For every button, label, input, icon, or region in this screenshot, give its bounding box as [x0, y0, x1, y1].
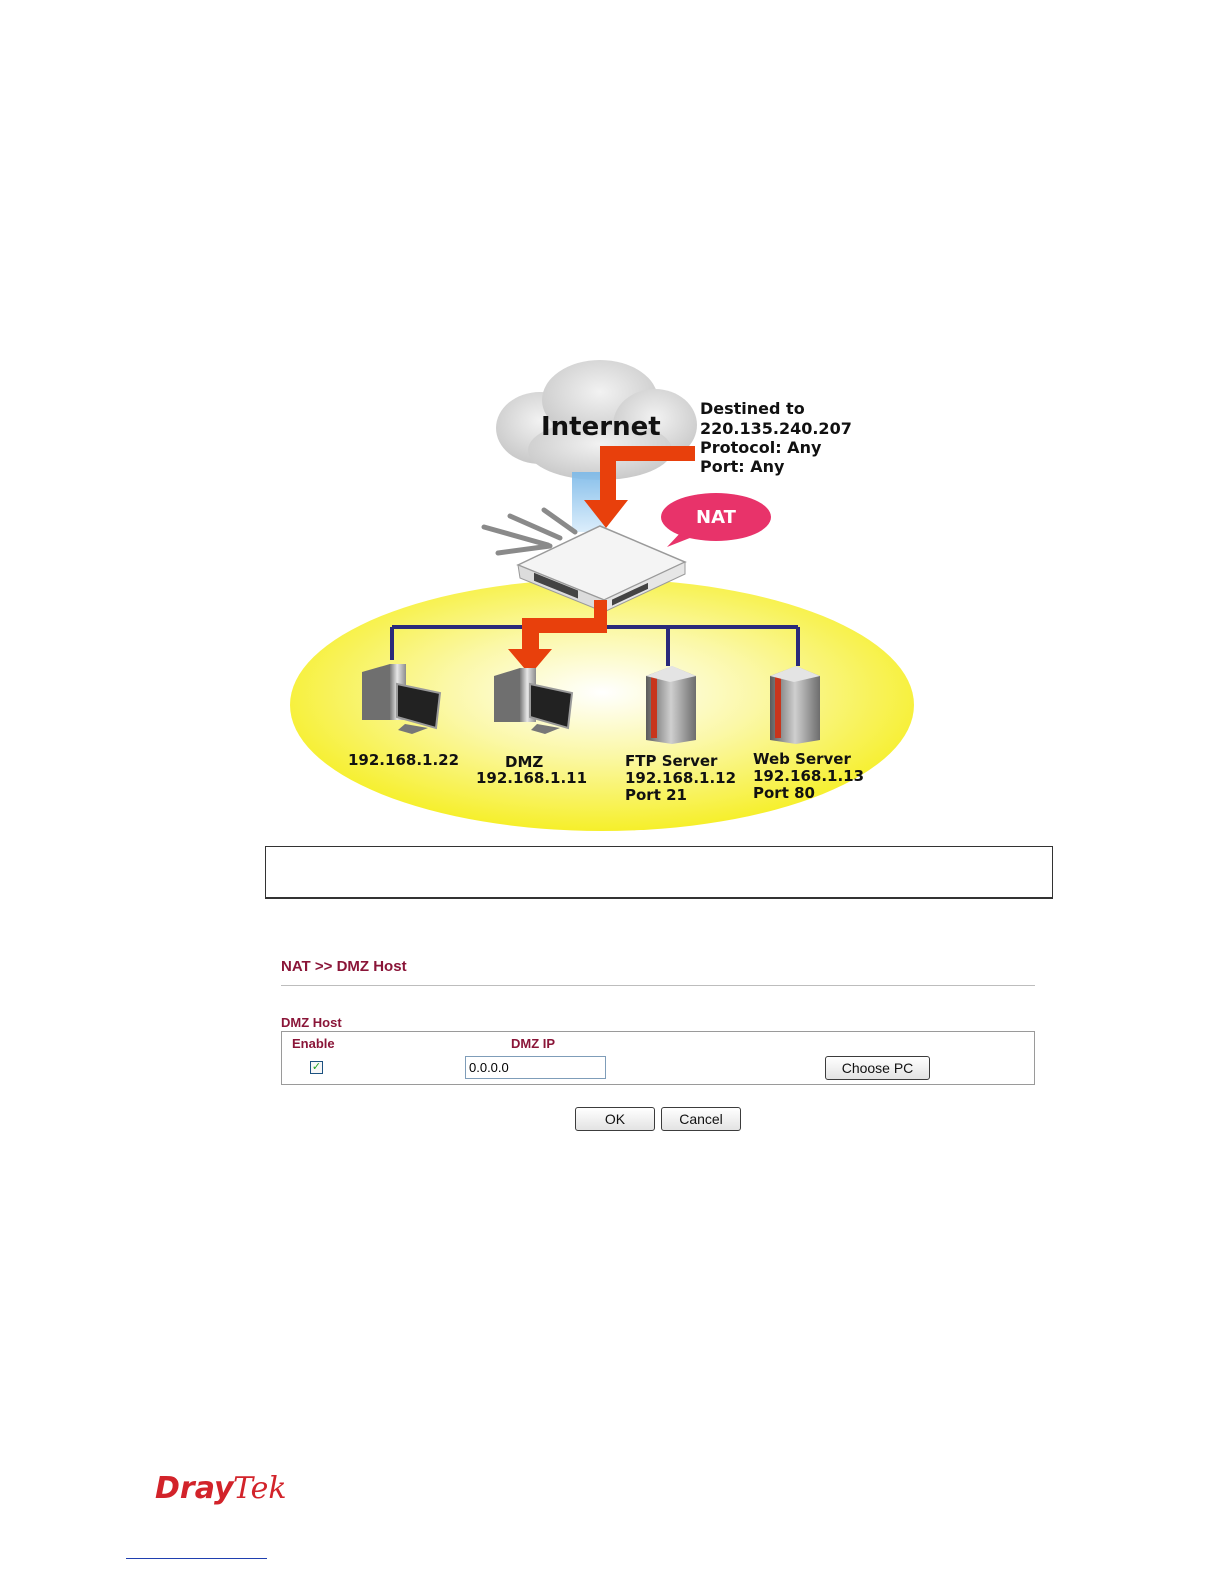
host-3-ip: 192.168.1.12	[625, 769, 737, 787]
check-mark-icon: ✓	[311, 1061, 322, 1073]
host-4-ip: 192.168.1.13	[753, 767, 865, 785]
svg-text:Protocol: Any: Protocol: Any	[700, 438, 822, 457]
svg-text:Tek: Tek	[233, 1471, 287, 1506]
internet-label: Internet	[541, 412, 661, 442]
svg-text:Destined to: Destined to	[700, 399, 805, 418]
section-title: DMZ Host	[281, 1015, 342, 1030]
host-2-name: DMZ	[505, 753, 544, 771]
packet-info	[700, 399, 852, 476]
svg-text:220.135.240.207: 220.135.240.207	[700, 419, 852, 438]
ftp-server-icon	[646, 666, 696, 744]
host-2-ip: 192.168.1.11	[476, 769, 588, 787]
enable-checkbox[interactable]	[310, 1061, 323, 1074]
note-box	[265, 846, 1053, 899]
choose-pc-button[interactable]: Choose PC	[825, 1056, 930, 1080]
svg-text:Dray: Dray	[155, 1471, 234, 1506]
host-4-port: Port 80	[753, 784, 815, 802]
enable-column-header: Enable	[292, 1036, 335, 1051]
footer-rule	[126, 1558, 267, 1559]
host-1-ip: 192.168.1.22	[348, 751, 460, 769]
web-server-icon	[770, 666, 820, 744]
dmz-host-table	[281, 1031, 1035, 1085]
cancel-button[interactable]: Cancel	[661, 1107, 741, 1131]
page-title: NAT >> DMZ Host	[281, 955, 1035, 986]
dmz-host-panel	[281, 955, 1035, 1127]
ok-button[interactable]: OK	[575, 1107, 655, 1131]
dmz-ip-column-header: DMZ IP	[511, 1036, 556, 1051]
host-3-name: FTP Server	[625, 752, 718, 770]
svg-text:NAT: NAT	[696, 507, 736, 528]
host-4-name: Web Server	[753, 750, 851, 768]
draytek-logo	[155, 1468, 295, 1510]
dmz-ip-input[interactable]	[465, 1056, 606, 1079]
host-3-port: Port 21	[625, 786, 687, 804]
svg-text:Port: Any: Port: Any	[700, 457, 785, 476]
nat-bubble	[661, 493, 771, 547]
